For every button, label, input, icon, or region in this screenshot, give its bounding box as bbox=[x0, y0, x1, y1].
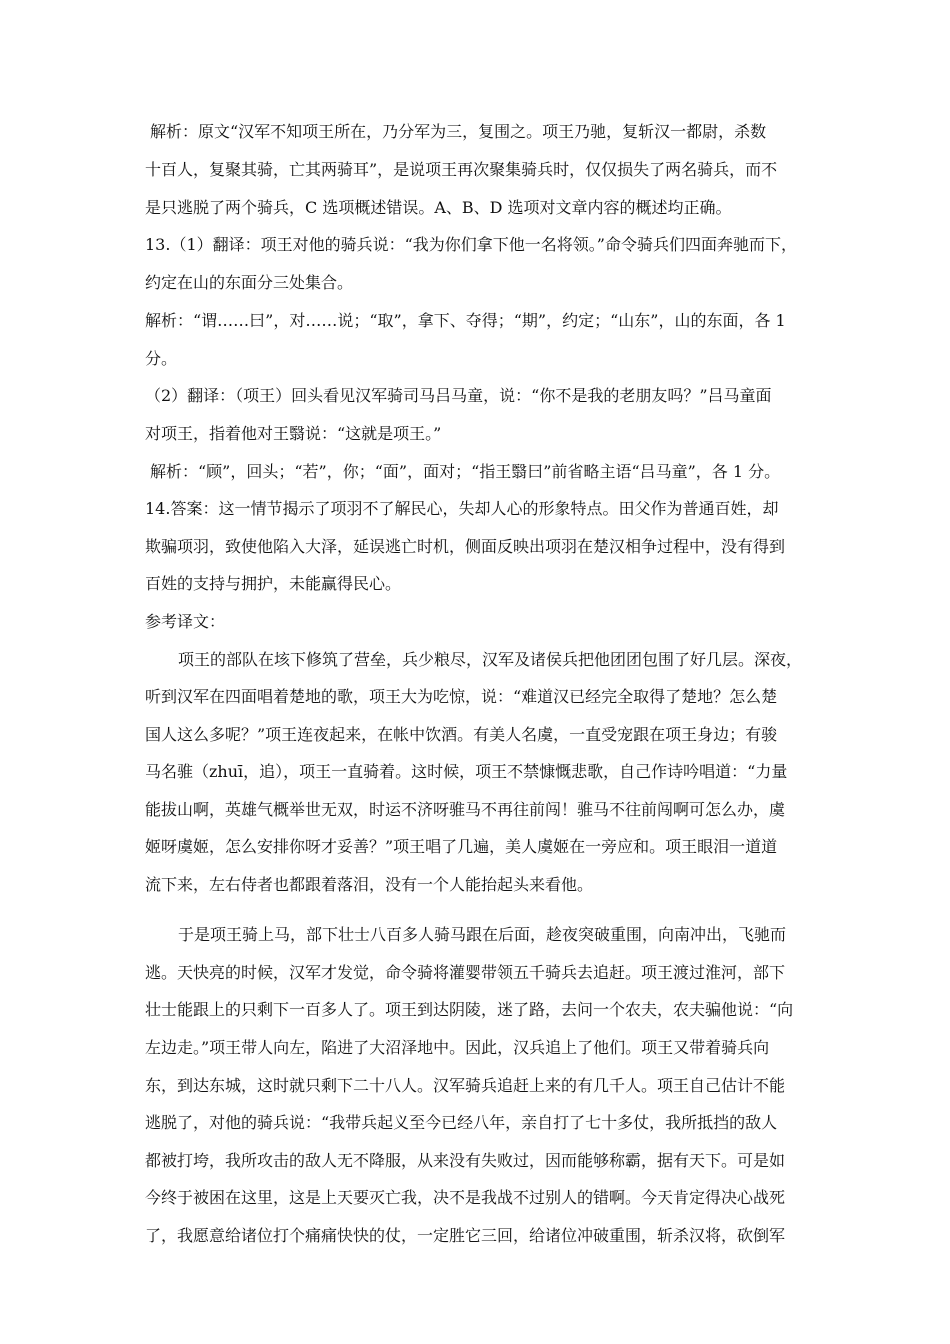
translation-para1-line-4: 马名骓（zhuī，追），项王一直骑着。这时候，项王不禁慷慨悲歌，自己作诗吟唱道：“力量 bbox=[145, 762, 788, 781]
reference-translation-heading: 参考译文： bbox=[145, 612, 226, 631]
translation-para2-line-7: 都被打垮，我所攻击的敌人无不降服，从来没有失败过，因而能够称霸，据有天下。可是如 bbox=[145, 1151, 786, 1170]
translation-para2-line-3: 壮士能跟上的只剩下一百多人了。项王到达阴陵，迷了路，去问一个农夫，农夫骗他说：“向 bbox=[145, 1000, 794, 1019]
translation-para2-line-5: 东，到达东城，这时就只剩下二十八人。汉军骑兵追赶上来的有几千人。项王自己估计不能 bbox=[145, 1076, 786, 1095]
q14-answer-line-3: 百姓的支持与拥护，未能赢得民心。 bbox=[145, 574, 402, 593]
q13-translation-line-2: 约定在山的东面分三处集合。 bbox=[145, 273, 354, 292]
q14-answer-line-2: 欺骗项羽，致使他陷入大泽，延误逃亡时机，侧面反映出项羽在楚汉相争过程中，没有得到 bbox=[145, 537, 786, 556]
q14-answer-line-1: 14.答案：这一情节揭示了项羽不了解民心，失却人心的形象特点。田父作为普通百姓，却 bbox=[145, 499, 779, 518]
translation-para1-line-2: 听到汉军在四面唱着楚地的歌，项王大为吃惊，说：“难道汉已经完全取得了楚地？怎么楚 bbox=[145, 687, 778, 706]
q13-analysis-line-2: 分。 bbox=[145, 349, 178, 368]
q13-2-translation-line-1: （2）翻译：（项王）回头看见汉军骑司马吕马童，说：“你不是我的老朋友吗？”吕马童面 bbox=[145, 386, 772, 405]
translation-para1-line-5: 能拔山啊，英雄气概举世无双，时运不济呀骓马不再往前闯！骓马不往前闯啊可怎么办，虞 bbox=[145, 800, 786, 819]
translation-para2-line-1: 于是项王骑上马，部下壮士八百多人骑马跟在后面，趁夜突破重围，向南冲出，飞驰而 bbox=[178, 925, 787, 944]
translation-para1-line-6: 姬呀虞姬，怎么安排你呀才妥善？”项王唱了几遍，美人虞姬在一旁应和。项王眼泪一道道 bbox=[145, 837, 778, 856]
q13-translation-line-1: 13.（1）翻译：项王对他的骑兵说：“我为你们拿下他一名将领。”命令骑兵们四面奔驰而下， bbox=[145, 235, 797, 254]
translation-para2-line-4: 左边走。”项王带人向左，陷进了大沼泽地中。因此，汉兵追上了他们。项王又带着骑兵向 bbox=[145, 1038, 770, 1057]
q13-2-analysis-line: 解析：“顾”，回头；“若”，你；“面”，面对；“指王翳曰”前省略主语“吕马童”，各 1 分。 bbox=[150, 462, 781, 481]
translation-para2-line-9: 了，我愿意给诸位打个痛痛快快的仗，一定胜它三回，给诸位冲破重围，斩杀汉将，砍倒军 bbox=[145, 1226, 786, 1245]
analysis-line-1: 解析：原文“汉军不知项王所在，乃分军为三，复围之。项王乃驰，复斩汉一都尉，杀数 bbox=[150, 122, 767, 141]
translation-para1-line-7: 流下来，左右侍者也都跟着落泪，没有一个人能抬起头来看他。 bbox=[145, 875, 594, 894]
translation-para1-line-1: 项王的部队在垓下修筑了营垒，兵少粮尽，汉军及诸侯兵把他团团包围了好几层。深夜， bbox=[178, 650, 803, 669]
q13-analysis-line-1: 解析：“谓……曰”，对……说；“取”，拿下、夺得；“期”，约定；“山东”，山的东面，各 1 bbox=[145, 311, 786, 330]
translation-para2-line-6: 逃脱了，对他的骑兵说：“我带兵起义至今已经八年，亲自打了七十多仗，我所抵挡的敌人 bbox=[145, 1113, 778, 1132]
analysis-line-2: 十百人，复聚其骑，亡其两骑耳”，是说项王再次聚集骑兵时，仅仅损失了两名骑兵，而不 bbox=[145, 160, 778, 179]
q13-2-translation-line-2: 对项王，指着他对王翳说：“这就是项王。” bbox=[145, 424, 442, 443]
analysis-line-3: 是只逃脱了两个骑兵，C 选项概述错误。A、B、D 选项对文章内容的概述均正确。 bbox=[145, 198, 732, 217]
translation-para1-line-3: 国人这么多呢？”项王连夜起来，在帐中饮酒。有美人名虞，一直受宠跟在项王身边；有骏 bbox=[145, 725, 778, 744]
translation-para2-line-8: 今终于被困在这里，这是上天要灭亡我，决不是我战不过别人的错啊。今天肯定得决心战死 bbox=[145, 1188, 786, 1207]
translation-para2-line-2: 逃。天快亮的时候，汉军才发觉，命令骑将灌婴带领五千骑兵去追赶。项王渡过淮河，部下 bbox=[145, 963, 786, 982]
